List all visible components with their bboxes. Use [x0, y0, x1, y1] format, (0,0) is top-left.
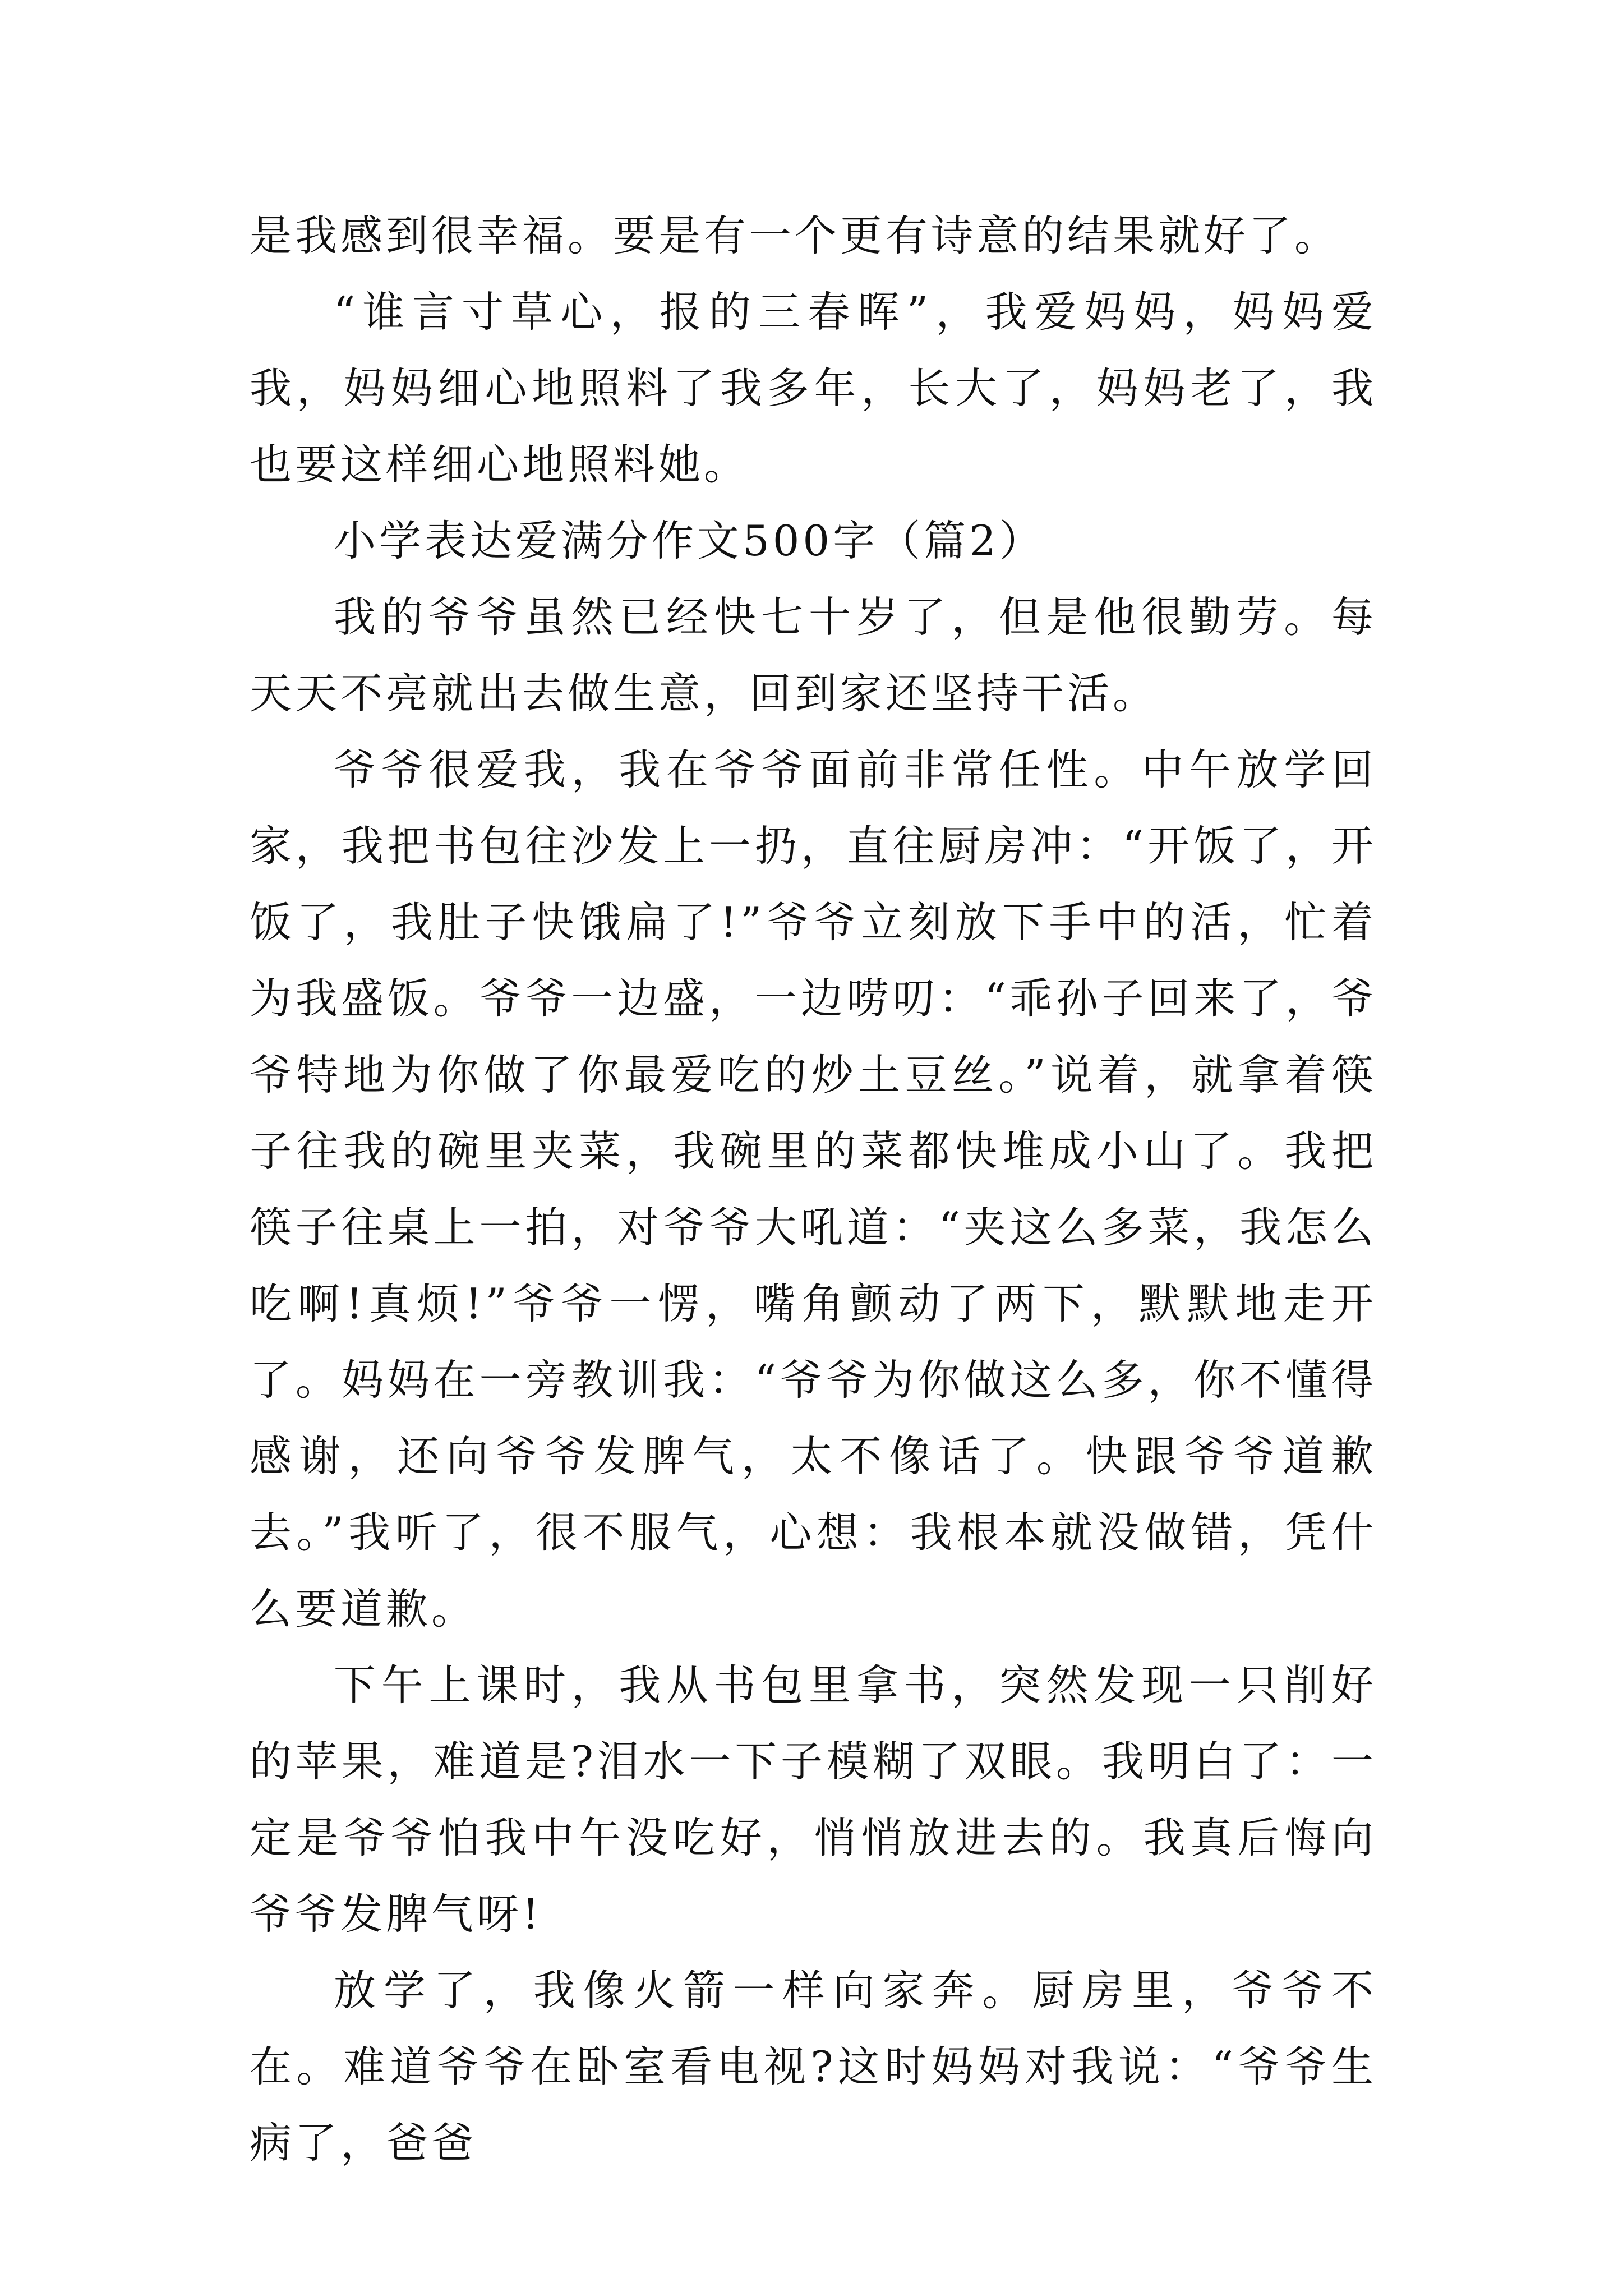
paragraph-3: 我的爷爷虽然已经快七十岁了，但是他很勤劳。每天天不亮就出去做生意，回到家还坚持干活。 [250, 592, 1377, 718]
paragraph-5: 下午上课时，我从书包里拿书，突然发现一只削好的苹果，难道是?泪水一下子模糊了双眼。我明白了：一定是爷爷怕我中午没吃好，悄悄放进去的。我真后悔向爷爷发脾气呀! [250, 1660, 1377, 1939]
paragraph-6: 放学了，我像火箭一样向家奔。厨房里，爷爷不在。难道爷爷在卧室看电视?这时妈妈对我说：“爷爷生病了，爸爸 [250, 1966, 1377, 2168]
paragraph-2: “谁言寸草心，报的三春晖”，我爱妈妈，妈妈爱我，妈妈细心地照料了我多年，长大了，妈妈老了，我也要这样细心地照料她。 [250, 287, 1377, 489]
paragraph-4: 爷爷很爱我，我在爷爷面前非常任性。中午放学回家，我把书包往沙发上一扔，直往厨房冲：“开饭了，开饭了，我肚子快饿扁了!”爷爷立刻放下手中的活，忙着为我盛饭。爷爷一边盛，一边唠叨：“乖孙子回来了，爷爷特地为你做了你最爱吃的炒土豆丝。”说着，就拿着筷子往我的碗里夹菜，我碗里的菜都快堆成小山了。我把筷子往桌上一拍，对爷爷大吼道：“夹这么多菜，我怎么吃啊!真烦!”爷爷一愣，嘴角颤动了两下，默默地走开了。妈妈在一旁教训我：“爷爷为你做这么多，你不懂得感谢，还向爷爷发脾气，太不像话了。快跟爷爷道歉去。”我听了，很不服气，心想：我根本就没做错，凭什么要道歉。 [250, 745, 1377, 1634]
paragraph-1: 是我感到很幸福。要是有一个更有诗意的结果就好了。 [250, 211, 1340, 260]
section-heading: 小学表达爱满分作文500字（篇2） [334, 516, 1045, 565]
document-body [250, 197, 1377, 2181]
